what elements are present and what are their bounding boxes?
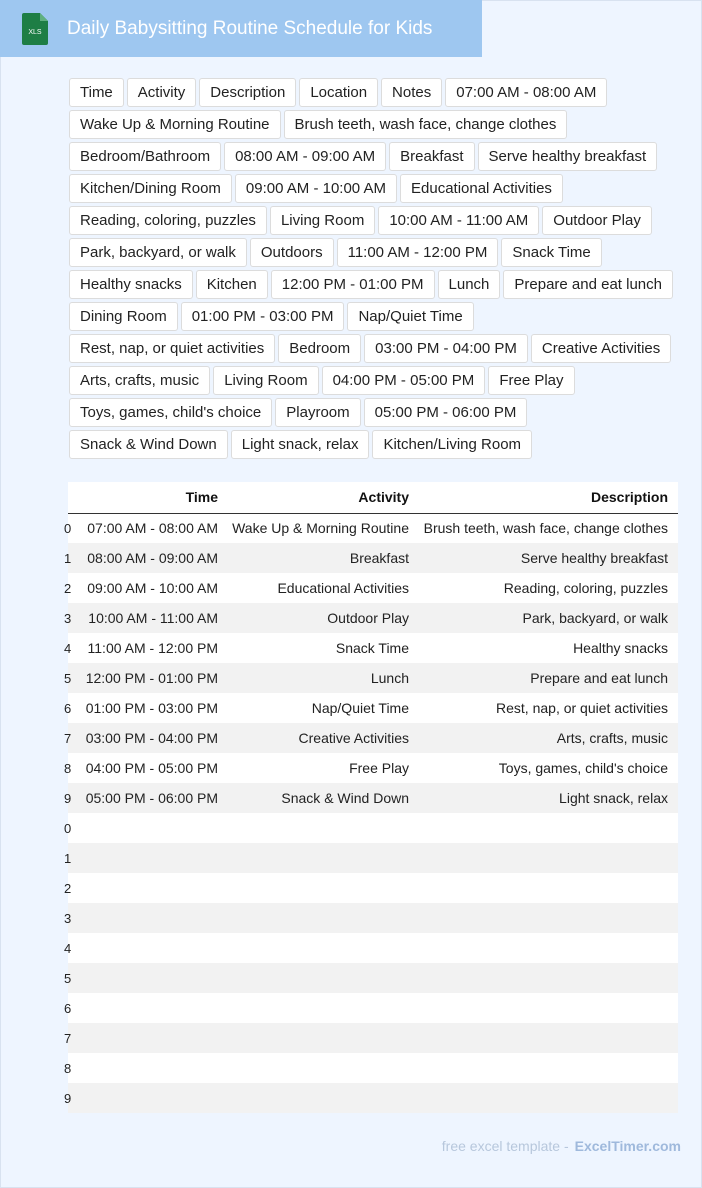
tag-chip[interactable]: Living Room — [213, 366, 318, 395]
tag-chip[interactable]: Creative Activities — [531, 334, 671, 363]
cell-description[interactable]: Arts, crafts, music — [419, 723, 678, 753]
tag-chip[interactable]: Free Play — [488, 366, 574, 395]
tag-chip[interactable]: 09:00 AM - 10:00 AM — [235, 174, 397, 203]
tag-chip[interactable]: 08:00 AM - 09:00 AM — [224, 142, 386, 171]
row-index: 7 — [64, 1031, 72, 1046]
header-description[interactable]: Description — [419, 482, 678, 513]
row-index: 2 — [64, 881, 72, 896]
tag-chip[interactable]: Park, backyard, or walk — [69, 238, 247, 267]
cell-description[interactable] — [419, 903, 678, 933]
cell-activity[interactable]: Creative Activities — [228, 723, 419, 753]
cell-activity[interactable] — [228, 933, 419, 963]
schedule-table-container — [64, 482, 678, 1113]
tag-chip[interactable]: Dining Room — [69, 302, 178, 331]
tag-chip[interactable]: 05:00 PM - 06:00 PM — [364, 398, 528, 427]
cell-activity[interactable]: Educational Activities — [228, 573, 419, 603]
cell-description[interactable] — [419, 813, 678, 843]
cell-time[interactable] — [72, 993, 228, 1023]
cell-activity[interactable] — [228, 843, 419, 873]
table-row — [68, 543, 678, 573]
cell-description[interactable] — [419, 1023, 678, 1053]
tag-chip[interactable]: Outdoor Play — [542, 206, 652, 235]
cell-description[interactable]: Rest, nap, or quiet activities — [419, 693, 678, 723]
cell-activity[interactable]: Snack & Wind Down — [228, 783, 419, 813]
cell-activity[interactable]: Breakfast — [228, 543, 419, 573]
cell-activity[interactable]: Outdoor Play — [228, 603, 419, 633]
tag-chip[interactable]: 12:00 PM - 01:00 PM — [271, 270, 435, 299]
tag-chip[interactable]: Toys, games, child's choice — [69, 398, 272, 427]
tag-chip[interactable]: Wake Up & Morning Routine — [69, 110, 281, 139]
cell-time[interactable] — [72, 1053, 228, 1083]
tag-chip[interactable]: Description — [199, 78, 296, 107]
tag-chip[interactable]: Kitchen — [196, 270, 268, 299]
tag-chip[interactable]: Kitchen/Living Room — [372, 430, 532, 459]
table-row — [68, 783, 678, 813]
cell-time[interactable] — [72, 933, 228, 963]
cell-activity[interactable]: Wake Up & Morning Routine — [228, 513, 419, 543]
cell-time[interactable]: 05:00 PM - 06:00 PM — [72, 783, 228, 813]
row-index: 8 — [64, 1061, 72, 1076]
cell-time[interactable]: 07:00 AM - 08:00 AM — [72, 513, 228, 543]
tag-chip[interactable]: 01:00 PM - 03:00 PM — [181, 302, 345, 331]
cell-activity[interactable]: Lunch — [228, 663, 419, 693]
table-row — [68, 1023, 678, 1053]
tag-chip[interactable]: Time — [69, 78, 124, 107]
table-row — [68, 633, 678, 663]
cell-description[interactable] — [419, 873, 678, 903]
cell-description[interactable]: Serve healthy breakfast — [419, 543, 678, 573]
tag-chip[interactable]: Living Room — [270, 206, 375, 235]
tag-chip[interactable]: 04:00 PM - 05:00 PM — [322, 366, 486, 395]
row-index: 1 — [64, 551, 72, 566]
table-row — [68, 963, 678, 993]
tag-chip[interactable]: 10:00 AM - 11:00 AM — [378, 206, 539, 235]
row-index: 2 — [64, 581, 72, 596]
tag-chip[interactable]: Nap/Quiet Time — [347, 302, 473, 331]
tag-chip[interactable]: 07:00 AM - 08:00 AM — [445, 78, 607, 107]
cell-activity[interactable] — [228, 873, 419, 903]
cell-time[interactable]: 10:00 AM - 11:00 AM — [72, 603, 228, 633]
tag-chip[interactable]: Kitchen/Dining Room — [69, 174, 232, 203]
cell-description[interactable] — [419, 843, 678, 873]
table-row — [68, 1083, 678, 1113]
row-index: 6 — [64, 701, 72, 716]
tag-chip[interactable]: Brush teeth, wash face, change clothes — [284, 110, 568, 139]
cell-description[interactable] — [419, 933, 678, 963]
tag-chip[interactable]: Notes — [381, 78, 442, 107]
tag-chip[interactable]: Location — [299, 78, 378, 107]
file-icon-label: XLS — [28, 29, 42, 36]
cell-time[interactable] — [72, 843, 228, 873]
cell-description[interactable] — [419, 963, 678, 993]
row-index: 6 — [64, 1001, 72, 1016]
cell-activity[interactable] — [228, 1083, 419, 1113]
row-index: 7 — [64, 731, 72, 746]
cell-activity[interactable]: Snack Time — [228, 633, 419, 663]
cell-description[interactable] — [419, 993, 678, 1023]
excel-file-icon — [22, 13, 48, 45]
table-header-row — [68, 482, 678, 513]
row-index: 1 — [64, 851, 72, 866]
cell-activity[interactable] — [228, 993, 419, 1023]
row-index: 0 — [64, 821, 72, 836]
row-index: 9 — [64, 1091, 72, 1106]
title-bar — [0, 0, 482, 57]
cell-description[interactable]: Reading, coloring, puzzles — [419, 573, 678, 603]
table-row — [68, 723, 678, 753]
tag-chip[interactable]: Arts, crafts, music — [69, 366, 210, 395]
tag-chip[interactable]: Activity — [127, 78, 197, 107]
table-row — [68, 813, 678, 843]
cell-activity[interactable] — [228, 963, 419, 993]
cell-description[interactable]: Light snack, relax — [419, 783, 678, 813]
row-index: 5 — [64, 971, 72, 986]
row-index: 9 — [64, 791, 72, 806]
tag-chip[interactable]: Rest, nap, or quiet activities — [69, 334, 275, 363]
cell-description[interactable]: Prepare and eat lunch — [419, 663, 678, 693]
tag-chip[interactable]: Snack & Wind Down — [69, 430, 228, 459]
row-index: 3 — [64, 611, 72, 626]
cell-time[interactable]: 11:00 AM - 12:00 PM — [72, 633, 228, 663]
cell-time[interactable]: 01:00 PM - 03:00 PM — [72, 693, 228, 723]
tag-chip[interactable]: Serve healthy breakfast — [478, 142, 658, 171]
cell-activity[interactable] — [228, 1053, 419, 1083]
tag-chip[interactable]: Educational Activities — [400, 174, 563, 203]
row-index: 3 — [64, 911, 72, 926]
tag-chip[interactable]: Bedroom/Bathroom — [69, 142, 221, 171]
cell-time[interactable] — [72, 873, 228, 903]
tag-chip[interactable]: Reading, coloring, puzzles — [69, 206, 267, 235]
table-row — [68, 903, 678, 933]
cell-activity[interactable] — [228, 1023, 419, 1053]
cell-time[interactable]: 12:00 PM - 01:00 PM — [72, 663, 228, 693]
row-index: 0 — [64, 521, 72, 537]
row-index: 8 — [64, 761, 72, 776]
cell-time[interactable]: 03:00 PM - 04:00 PM — [72, 723, 228, 753]
tag-chip[interactable]: Snack Time — [501, 238, 601, 267]
table-row — [68, 933, 678, 963]
cell-time[interactable]: 08:00 AM - 09:00 AM — [72, 543, 228, 573]
tag-chip[interactable]: Light snack, relax — [231, 430, 370, 459]
table-row — [68, 873, 678, 903]
tag-chip[interactable]: Outdoors — [250, 238, 334, 267]
tag-chip[interactable]: Lunch — [438, 270, 501, 299]
table-row — [68, 513, 678, 543]
table-row — [68, 663, 678, 693]
cell-activity[interactable]: Free Play — [228, 753, 419, 783]
footer-brand-link[interactable]: ExcelTimer.com — [574, 1138, 681, 1154]
cell-description[interactable]: Brush teeth, wash face, change clothes — [419, 513, 678, 543]
row-index: 5 — [64, 671, 72, 686]
cell-time[interactable]: 04:00 PM - 05:00 PM — [72, 753, 228, 783]
tag-chip[interactable]: Breakfast — [389, 142, 474, 171]
cell-time[interactable] — [72, 903, 228, 933]
header-activity[interactable]: Activity — [228, 482, 419, 513]
footer-prefix: free excel template - — [441, 1138, 569, 1154]
header-time[interactable]: Time — [72, 482, 228, 513]
cell-description[interactable]: Toys, games, child's choice — [419, 753, 678, 783]
table-row — [68, 753, 678, 783]
cell-time[interactable] — [72, 963, 228, 993]
tag-list — [69, 78, 681, 459]
tag-chip[interactable]: 03:00 PM - 04:00 PM — [364, 334, 528, 363]
row-index: 4 — [64, 641, 72, 656]
cell-time[interactable] — [72, 813, 228, 843]
cell-time[interactable] — [72, 1023, 228, 1053]
cell-description[interactable]: Healthy snacks — [419, 633, 678, 663]
table-row — [68, 573, 678, 603]
table-row — [68, 693, 678, 723]
table-row — [68, 1053, 678, 1083]
footer — [442, 1138, 681, 1154]
cell-description[interactable] — [419, 1053, 678, 1083]
tag-chip[interactable]: Bedroom — [278, 334, 361, 363]
page-title: Daily Babysitting Routine Schedule for Kids — [67, 18, 433, 39]
table-row — [68, 603, 678, 633]
cell-description[interactable]: Park, backyard, or walk — [419, 603, 678, 633]
cell-time[interactable]: 09:00 AM - 10:00 AM — [72, 573, 228, 603]
schedule-table — [64, 482, 678, 1113]
cell-description[interactable] — [419, 1083, 678, 1113]
tag-chip[interactable]: Prepare and eat lunch — [503, 270, 673, 299]
cell-time[interactable] — [72, 1083, 228, 1113]
table-row — [68, 843, 678, 873]
table-row — [68, 993, 678, 1023]
row-index: 4 — [64, 941, 72, 956]
cell-activity[interactable] — [228, 903, 419, 933]
cell-activity[interactable]: Nap/Quiet Time — [228, 693, 419, 723]
tag-chip[interactable]: 11:00 AM - 12:00 PM — [337, 238, 499, 267]
tag-chip[interactable]: Playroom — [275, 398, 360, 427]
tag-chip[interactable]: Healthy snacks — [69, 270, 193, 299]
cell-activity[interactable] — [228, 813, 419, 843]
